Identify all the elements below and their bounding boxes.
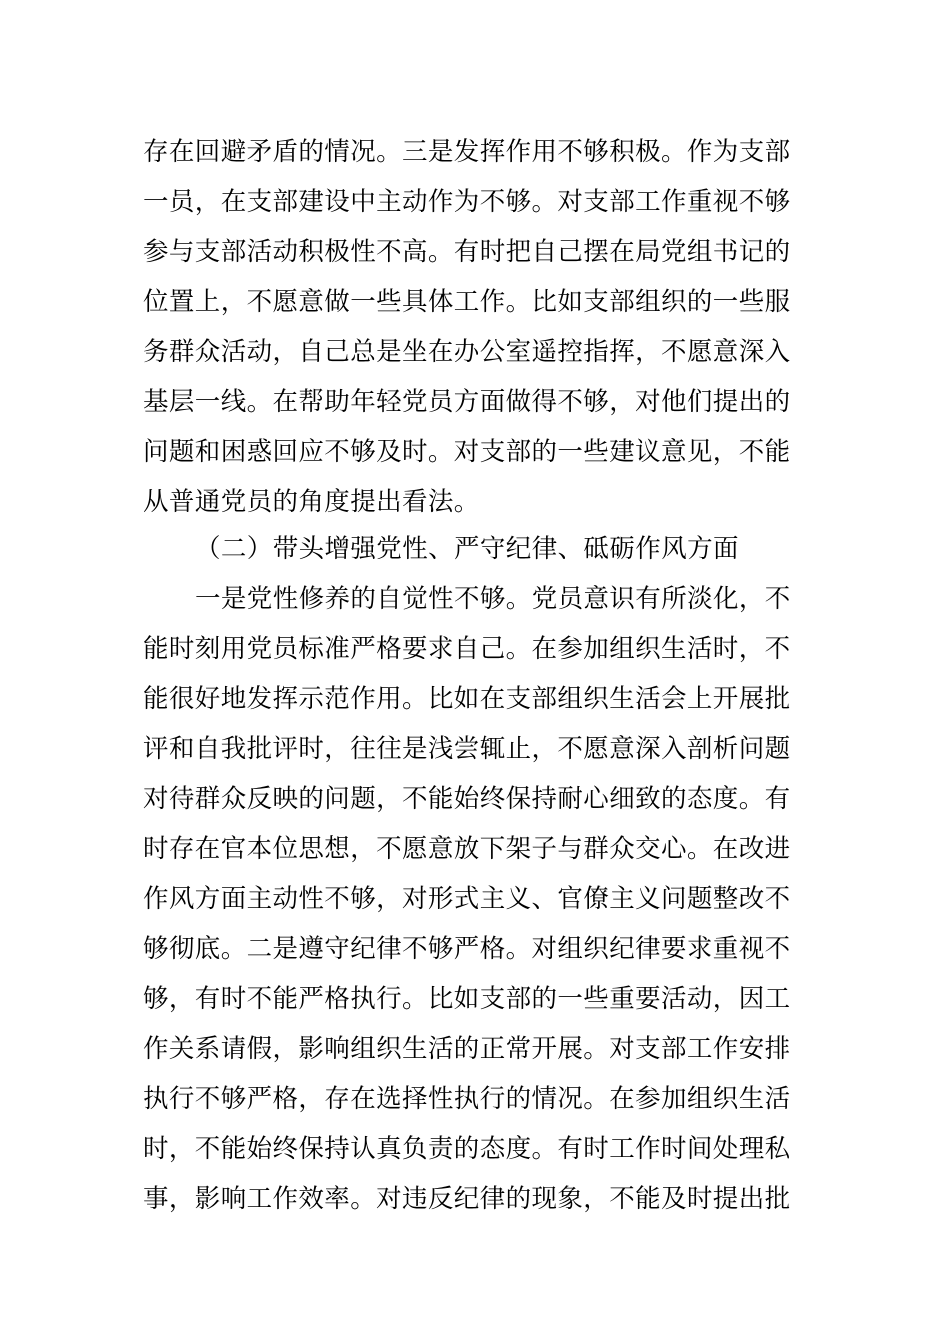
- text-line: 评和自我批评时，往往是浅尝辄止，不愿意深入剖析问题: [143, 734, 791, 764]
- text-line: 作关系请假，影响组织生活的正常开展。对支部工作安排: [143, 1034, 791, 1064]
- text-line: 位置上，不愿意做一些具体工作。比如支部组织的一些服: [143, 287, 791, 317]
- section-body: [143, 524, 808, 1224]
- text-line: 参与支部活动积极性不高。有时把自己摆在局党组书记的: [143, 237, 791, 267]
- text-line: 一是党性修养的自觉性不够。党员意识有所淡化，不: [195, 584, 791, 614]
- text-line: 问题和困惑回应不够及时。对支部的一些建议意见，不能: [143, 437, 791, 467]
- text-line: 执行不够严格，存在选择性执行的情况。在参加组织生活: [143, 1084, 791, 1114]
- text-line: 从普通党员的角度提出看法。: [143, 487, 480, 517]
- text-line: 务群众活动，自己总是坐在办公室遥控指挥，不愿意深入: [143, 337, 791, 367]
- text-line: 时，不能始终保持认真负责的态度。有时工作时间处理私: [143, 1134, 791, 1164]
- text-line: 能时刻用党员标准严格要求自己。在参加组织生活时，不: [143, 634, 791, 664]
- text-line: 能很好地发挥示范作用。比如在支部组织生活会上开展批: [143, 684, 791, 714]
- paragraph-continued: [143, 127, 808, 527]
- text-line: 存在回避矛盾的情况。三是发挥作用不够积极。作为支部: [143, 137, 791, 167]
- text-line: 时存在官本位思想，不愿意放下架子与群众交心。在改进: [143, 834, 791, 864]
- text-line: 够彻底。二是遵守纪律不够严格。对组织纪律要求重视不: [143, 934, 791, 964]
- text-line: 作风方面主动性不够，对形式主义、官僚主义问题整改不: [143, 884, 791, 914]
- text-line: 一员，在支部建设中主动作为不够。对支部工作重视不够: [143, 187, 791, 217]
- text-line: 事，影响工作效率。对违反纪律的现象，不能及时提出批: [143, 1184, 791, 1214]
- text-line: 对待群众反映的问题，不能始终保持耐心细致的态度。有: [143, 784, 791, 814]
- text-line: 够，有时不能严格执行。比如支部的一些重要活动，因工: [143, 984, 791, 1014]
- section-heading: （二）带头增强党性、严守纪律、砥砺作风方面: [195, 534, 739, 564]
- text-line: 基层一线。在帮助年轻党员方面做得不够，对他们提出的: [143, 387, 791, 417]
